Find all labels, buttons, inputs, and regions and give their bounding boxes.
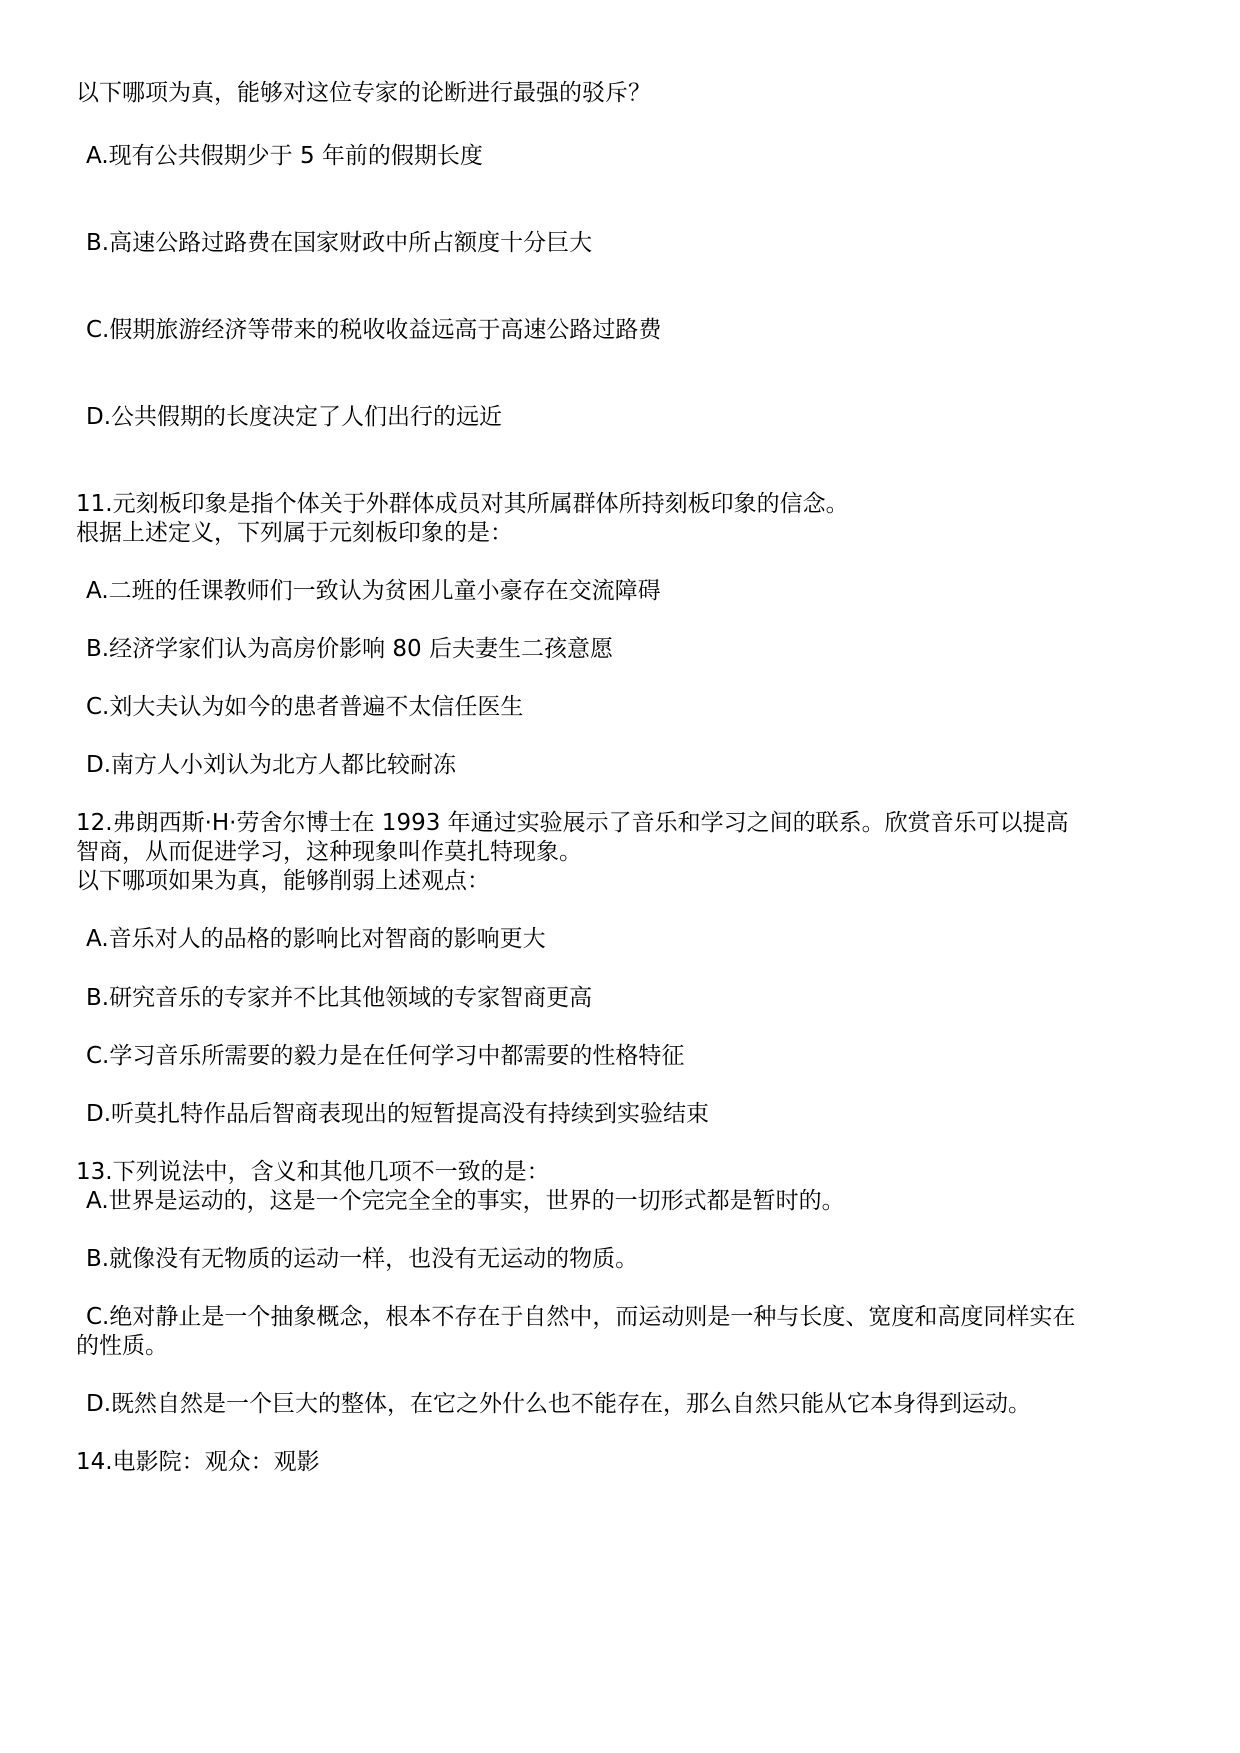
q13-stem: 13.下列说法中，含义和其他几项不一致的是： [76,1159,550,1185]
q12-option-b: B.研究音乐的专家并不比其他领域的专家智商更高 [86,985,593,1011]
q12-option-c: C.学习音乐所需要的毅力是在任何学习中都需要的性格特征 [86,1043,685,1069]
q12-stem-line-1: 12.弗朗西斯·H·劳舍尔博士在 1993 年通过实验展示了音乐和学习之间的联系。欣赏音乐可以提高 [76,810,1069,836]
q11-option-a: A.二班的任课教师们一致认为贫困儿童小豪存在交流障碍 [86,578,661,604]
q12-stem-line-2: 智商，从而促进学习，这种现象叫作莫扎特现象。 [76,839,582,865]
q10-option-b: B.高速公路过路费在国家财政中所占额度十分巨大 [86,230,593,256]
q13-option-c-line-2: 的性质。 [76,1333,168,1359]
q11-stem-line-2: 根据上述定义，下列属于元刻板印象的是： [76,520,513,546]
q13-option-b: B.就像没有无物质的运动一样，也没有无运动的物质。 [86,1246,639,1272]
q11-option-b: B.经济学家们认为高房价影响 80 后夫妻生二孩意愿 [86,636,613,662]
q10-option-c: C.假期旅游经济等带来的税收收益远高于高速公路过路费 [86,317,662,343]
q11-option-c: C.刘大夫认为如今的患者普遍不太信任医生 [86,694,524,720]
q11-option-d: D.南方人小刘认为北方人都比较耐冻 [86,752,457,778]
q13-option-c-line-1: C.绝对静止是一个抽象概念，根本不存在于自然中，而运动则是一种与长度、宽度和高度同样实在 [86,1304,1076,1330]
q10-stem: 以下哪项为真，能够对这位专家的论断进行最强的驳斥？ [76,80,651,106]
q12-option-a: A.音乐对人的品格的影响比对智商的影响更大 [86,926,546,952]
q13-option-d: D.既然自然是一个巨大的整体，在它之外什么也不能存在，那么自然只能从它本身得到运动。 [86,1391,1032,1417]
q11-stem-line-1: 11.元刻板印象是指个体关于外群体成员对其所属群体所持刻板印象的信念。 [76,491,849,517]
q14-stem: 14.电影院：观众：观影 [76,1449,320,1475]
q10-option-a: A.现有公共假期少于 5 年前的假期长度 [86,143,483,169]
q10-option-d: D.公共假期的长度决定了人们出行的远近 [86,404,503,430]
q12-stem-line-3: 以下哪项如果为真，能够削弱上述观点： [76,868,490,894]
q13-option-a: A.世界是运动的，这是一个完完全全的事实，世界的一切形式都是暂时的。 [86,1188,845,1214]
q12-option-d: D.听莫扎特作品后智商表现出的短暂提高没有持续到实验结束 [86,1101,710,1127]
